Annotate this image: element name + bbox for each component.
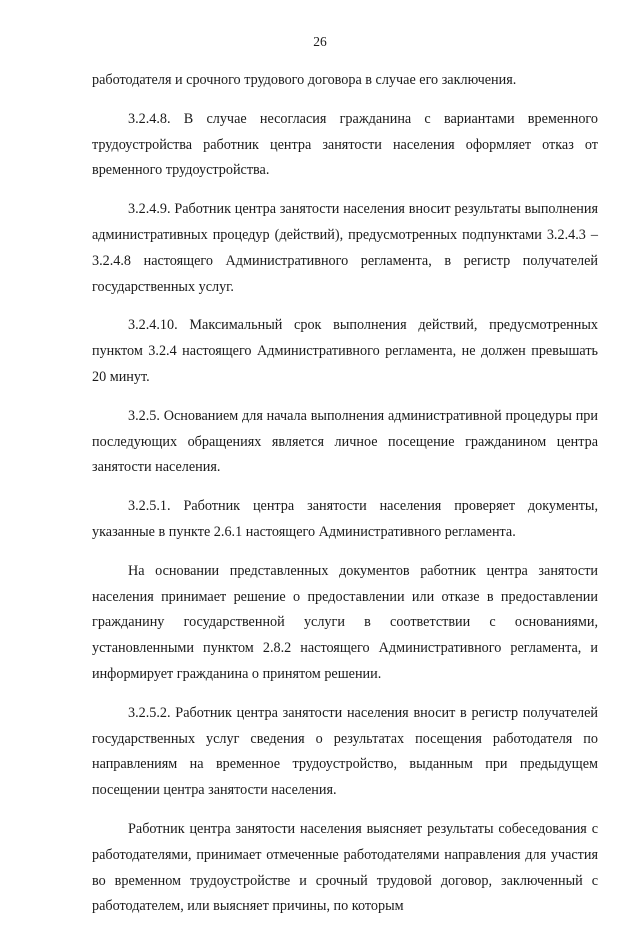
document-body — [92, 68, 598, 933]
paragraph-interview-results: Работник центра занятости населения выясняет результаты собеседования с работодателями, принимает отмеченные работодателями направления для участия во временном трудоустройстве и срочный трудовой договор, заключенный с работодателем, или выясняет причины, по которым — [92, 820, 598, 915]
paragraph-3-2-5: 3.2.5. Основанием для начала выполнения административной процедуры при последующих обращениях является личное посещение гражданином центра занятости населения. — [92, 407, 598, 476]
paragraph-3-2-5-2: 3.2.5.2. Работник центра занятости населения вносит в регистр получателей государственных услуг сведения о результатах посещения работодателя по направлениям на временное трудоустройство, выданным при предыдущем посещении центра занятости населения. — [92, 704, 598, 799]
paragraph-decision: На основании представленных документов работник центра занятости населения принимает решение о предоставлении или отказе в предоставлении гражданину государственной услуги в соответствии с основаниями, установленными пунктом 2.8.2 настоящего Административного регламента, и информирует гражданина о принятом решении. — [92, 562, 598, 682]
paragraph-3-2-4-8: 3.2.4.8. В случае несогласия гражданина с вариантами временного трудоустройства работник центра занятости населения оформляет отказ от временного трудоустройства. — [92, 110, 598, 179]
page-number: 26 — [313, 34, 327, 49]
paragraph-3-2-4-9: 3.2.4.9. Работник центра занятости населения вносит результаты выполнения административных процедур (действий), предусмотренных подпунктами 3.2.4.3 – 3.2.4.8 настоящего Административного регламента, в регистр получателей государственных услуг. — [92, 201, 598, 295]
paragraph-continuation: работодателя и срочного трудового договора в случае его заключения. — [92, 72, 517, 88]
paragraph-3-2-4-10: 3.2.4.10. Максимальный срок выполнения действий, предусмотренных пунктом 3.2.4 настоящего Административного регламента, не должен превышать 20 минут. — [92, 317, 598, 385]
paragraph-3-2-5-1: 3.2.5.1. Работник центра занятости населения проверяет документы, указанные в пункте 2.6.1 настоящего Административного регламента. — [92, 498, 598, 540]
